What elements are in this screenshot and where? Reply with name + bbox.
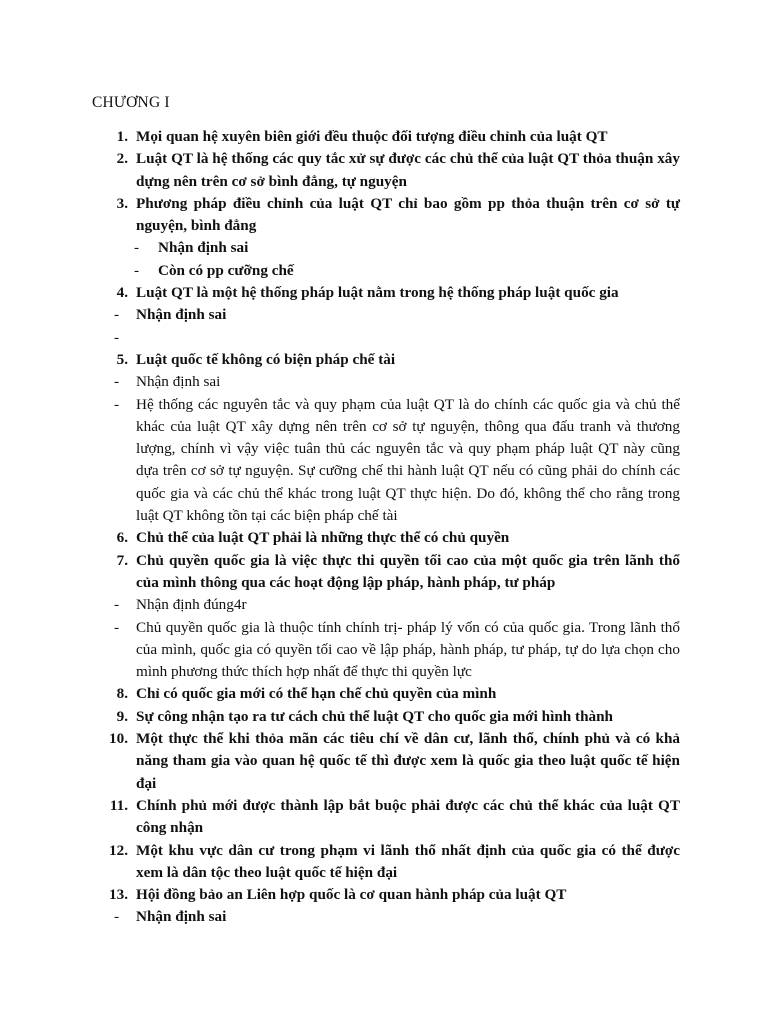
item-number: 11. — [109, 796, 128, 814]
question-item — [0, 148, 768, 193]
item-number: 7. — [116, 551, 128, 569]
bullet-dash: - — [114, 373, 120, 391]
answer-text: Nhận định sai — [136, 306, 227, 324]
bullet-dash: - — [134, 239, 140, 257]
answer-text: Chủ quyền quốc gia là thuộc tính chính trị- pháp lý vốn có của quốc gia. Trong lãnh thổ của mình, quốc gia có quyền tối cao về lập pháp, hành pháp, tư pháp, tự do lựa chọn cho mình phương thức thích hợp nhất để thực thi quyền lực — [136, 618, 680, 681]
answer-item — [0, 327, 768, 349]
sub-answer-item — [0, 237, 768, 259]
question-text: Mọi quan hệ xuyên biên giới đều thuộc đối tượng điều chỉnh của luật QT — [136, 128, 608, 145]
answer-text — [136, 327, 680, 349]
question-item — [0, 282, 768, 304]
item-number: 10. — [109, 730, 128, 748]
item-number: 3. — [116, 194, 128, 212]
bullet-dash: - — [114, 908, 120, 926]
chapter-heading: CHƯƠNG I — [92, 94, 170, 111]
item-number: 13. — [109, 886, 128, 904]
question-item — [0, 706, 768, 728]
question-text: Luật quốc tế không có biện pháp chế tài — [136, 350, 396, 368]
answer-item — [0, 304, 768, 326]
answer-text: Nhận định sai — [158, 239, 249, 257]
answer-item — [0, 617, 768, 684]
question-text: Luật QT là hệ thống các quy tắc xử sự được các chủ thể của luật QT thỏa thuận xây dựng nên trên cơ sở bình đẳng, tự nguyện — [136, 150, 680, 190]
question-text: Chỉ có quốc gia mới có thể hạn chế chủ quyền của mình — [136, 685, 497, 703]
item-number: 9. — [116, 707, 128, 725]
question-text: Luật QT là một hệ thống pháp luật nằm trong hệ thống pháp luật quốc gia — [136, 284, 619, 302]
question-item — [0, 126, 768, 148]
question-item — [0, 795, 768, 840]
bullet-dash: - — [114, 306, 120, 324]
bullet-dash: - — [114, 395, 120, 413]
item-number: 12. — [109, 841, 128, 859]
item-number: 1. — [116, 128, 128, 145]
question-text: Hội đồng bảo an Liên hợp quốc là cơ quan hành pháp của luật QT — [136, 886, 567, 904]
question-text: Một khu vực dân cư trong phạm vi lãnh thổ nhất định của quốc gia có thể được xem là dân tộc theo luật quốc tế hiện đại — [136, 841, 680, 881]
answer-item — [0, 906, 768, 928]
question-text: Chính phủ mới được thành lập bắt buộc phải được các chủ thể khác của luật QT công nhận — [136, 796, 680, 837]
item-number: 6. — [116, 529, 128, 547]
question-text: Một thực thể khi thỏa mãn các tiêu chí về dân cư, lãnh thổ, chính phủ và có khả năng tham gia vào quan hệ quốc tế thì được xem là quốc gia theo luật quốc tế hiện đại — [136, 730, 680, 792]
item-number: 2. — [116, 150, 128, 168]
sub-answer-item — [0, 260, 768, 282]
answer-text: Nhận định sai — [136, 908, 227, 926]
item-number: 8. — [116, 685, 128, 703]
bullet-dash: - — [114, 596, 120, 614]
question-item — [0, 884, 768, 906]
answer-item — [0, 371, 768, 393]
question-item — [0, 550, 768, 595]
answer-text: Nhận định đúng4r — [136, 596, 247, 614]
question-text: Chủ thể của luật QT phải là những thực thể có chủ quyền — [136, 529, 510, 547]
question-text: Chủ quyền quốc gia là việc thực thi quyền tối cao của một quốc gia trên lãnh thổ của mình thông qua các hoạt động lập pháp, hành pháp, tư pháp — [136, 551, 680, 591]
answer-text: Nhận định sai — [136, 373, 221, 391]
question-text: Phương pháp điều chỉnh của luật QT chỉ bao gồm pp thỏa thuận trên cơ sở tự nguyện, bình đẳng — [136, 194, 680, 235]
question-item — [0, 349, 768, 371]
answer-text: Hệ thống các nguyên tắc và quy phạm của luật QT là do chính các quốc gia và chủ thể khác của luật QT xây dựng nên trên cơ sở tự nguyện, thông qua đấu tranh và thương lượng, chính vì vậy việc tuân thủ các nguyên tắc và quy phạm pháp luật QT này cũng dựa trên cơ sở tự nguyện. Sự cưỡng chế thi hành luật QT nếu có cũng phải do chính các quốc gia và các chủ thể khác trong luật QT thực hiện. Do đó, không thể cho rằng trong luật QT không tồn tại các biện pháp chế tài — [136, 395, 680, 525]
answer-item — [0, 394, 768, 528]
question-item — [0, 527, 768, 549]
question-item — [0, 683, 768, 705]
item-number: 5. — [116, 350, 128, 368]
item-number: 4. — [116, 284, 128, 302]
bullet-dash: - — [114, 618, 120, 636]
question-item — [0, 840, 768, 885]
question-text: Sự công nhận tạo ra tư cách chủ thể luật QT cho quốc gia mới hình thành — [136, 707, 614, 725]
bullet-dash: - — [134, 261, 140, 279]
question-item — [0, 728, 768, 795]
bullet-dash: - — [114, 328, 120, 346]
answer-item — [0, 594, 768, 616]
answer-text: Còn có pp cưỡng chế — [158, 261, 294, 279]
document-body — [0, 126, 768, 929]
question-item — [0, 193, 768, 238]
